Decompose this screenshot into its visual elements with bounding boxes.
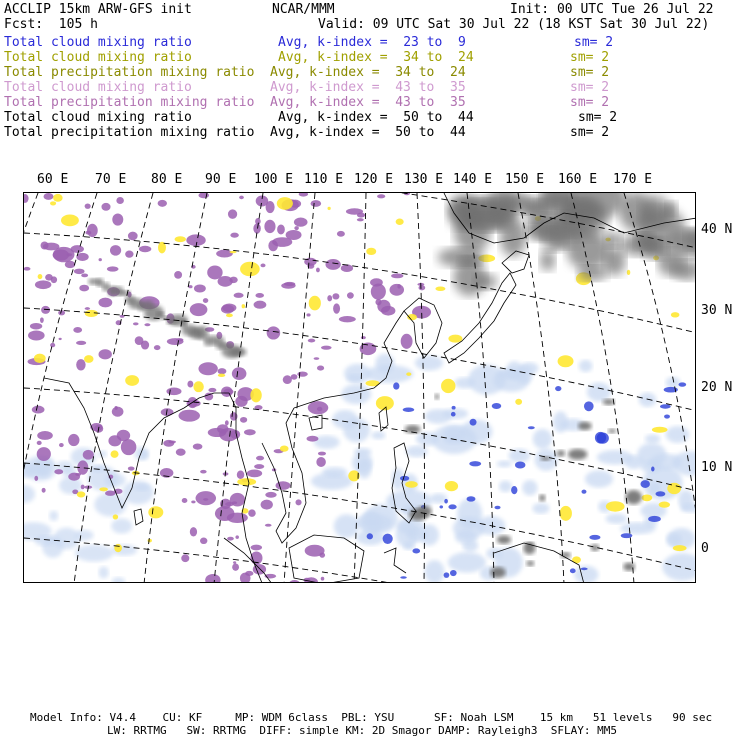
legend-smoothing: sm= 2 (570, 95, 610, 110)
legend-k-index-range: Avg, k-index = 43 to 35 (270, 95, 466, 110)
legend-smoothing: sm= 2 (578, 110, 618, 125)
map-panel (23, 192, 696, 583)
lon-label: 160 E (558, 172, 598, 187)
cloud-field-layer (24, 193, 696, 583)
forecast-hour: Fcst: 105 h (4, 17, 98, 32)
lon-label: 150 E (505, 172, 545, 187)
legend-field-name: Total precipitation mixing ratio (4, 125, 255, 140)
map-canvas (24, 193, 696, 583)
lon-label: 130 E (404, 172, 444, 187)
lat-label: 20 N (701, 380, 733, 395)
lon-label: 90 E (205, 172, 237, 187)
legend-smoothing: sm= 2 (570, 80, 610, 95)
valid-time: Valid: 09 UTC Sat 30 Jul 22 (18 KST Sat 30 Jul 22) (318, 17, 710, 32)
legend-smoothing: sm= 2 (570, 50, 610, 65)
lon-label: 170 E (613, 172, 653, 187)
lat-label: 30 N (701, 303, 733, 318)
org-label: NCAR/MMM (272, 2, 335, 17)
legend-k-index-range: Avg, k-index = 34 to 24 (278, 50, 474, 65)
footer-model-info: Model Info: V4.4 CU: KF MP: WDM 6class PBL: YSU SF: Noah LSM 15 km 51 levels 90 sec (30, 711, 713, 724)
legend-smoothing: sm= 2 (570, 125, 610, 140)
legend-k-index-range: Avg, k-index = 23 to 9 (278, 35, 466, 50)
lat-label: 40 N (701, 222, 733, 237)
lon-label: 70 E (95, 172, 127, 187)
legend-k-index-range: Avg, k-index = 34 to 24 (270, 65, 466, 80)
lon-label: 110 E (304, 172, 344, 187)
model-title: ACCLIP 15km ARW-GFS init (4, 2, 192, 17)
init-time: Init: 00 UTC Tue 26 Jul 22 (510, 2, 714, 17)
lon-label: 140 E (453, 172, 493, 187)
legend-field-name: Total cloud mixing ratio (4, 50, 192, 65)
legend-k-index-range: Avg, k-index = 43 to 35 (270, 80, 466, 95)
lon-label: 80 E (151, 172, 183, 187)
lon-label: 120 E (354, 172, 394, 187)
lat-label: 10 N (701, 460, 733, 475)
footer-physics-info: LW: RRTMG SW: RRTMG DIFF: simple KM: 2D Smagor DAMP: Rayleigh3 SFLAY: MM5 (107, 724, 617, 737)
legend-field-name: Total cloud mixing ratio (4, 110, 192, 125)
legend-field-name: Total precipitation mixing ratio (4, 65, 255, 80)
legend-k-index-range: Avg, k-index = 50 to 44 (270, 125, 466, 140)
lon-label: 60 E (37, 172, 69, 187)
legend-smoothing: sm= 2 (570, 65, 610, 80)
lat-label: 0 (701, 541, 709, 556)
legend-field-name: Total cloud mixing ratio (4, 80, 192, 95)
legend-k-index-range: Avg, k-index = 50 to 44 (278, 110, 474, 125)
legend-field-name: Total cloud mixing ratio (4, 35, 192, 50)
legend-smoothing: sm= 2 (574, 35, 614, 50)
lon-label: 100 E (254, 172, 294, 187)
legend-field-name: Total precipitation mixing ratio (4, 95, 255, 110)
